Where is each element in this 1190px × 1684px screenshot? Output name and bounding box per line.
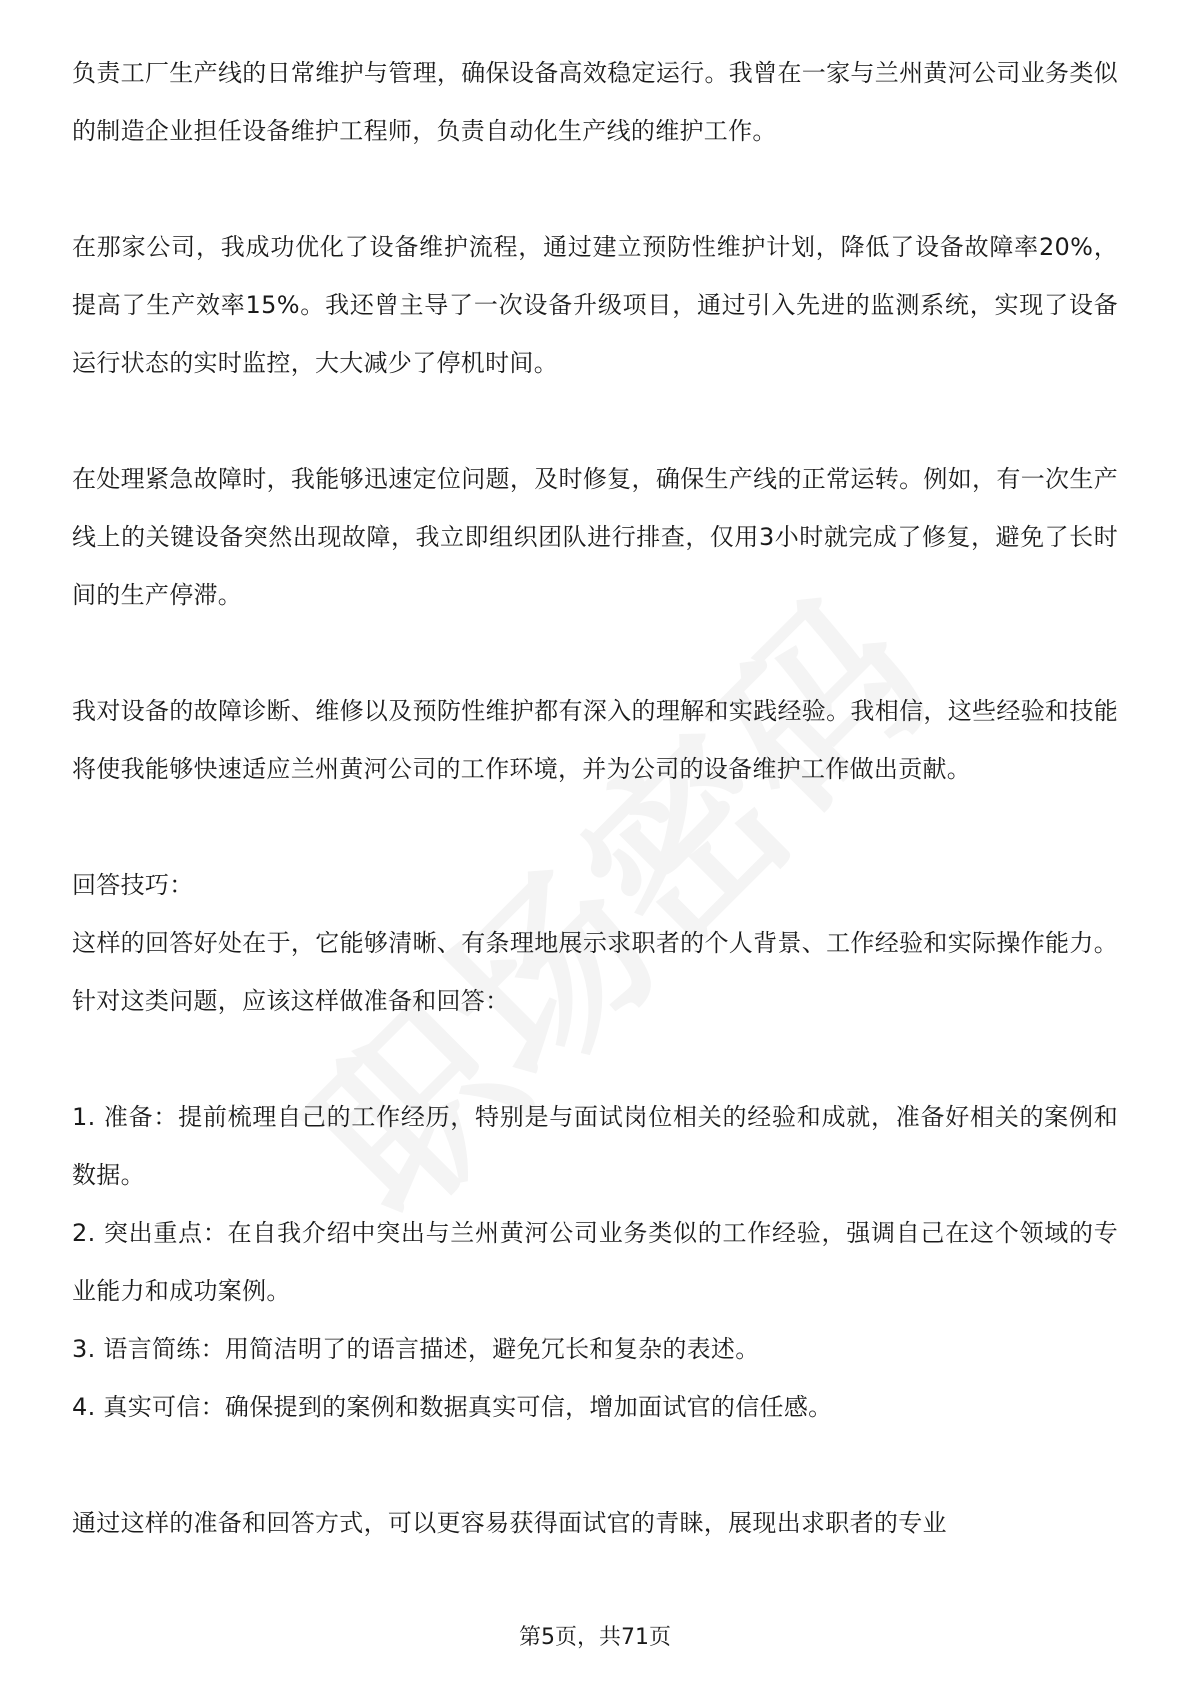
tips-intro: 这样的回答好处在于，它能够清晰、有条理地展示求职者的个人背景、工作经验和实际操作能力。针对这类问题，应该这样做准备和回答：	[72, 929, 1118, 1015]
paragraph-2: 在那家公司，我成功优化了设备维护流程，通过建立预防性维护计划，降低了设备故障率20%，提高了生产效率15%。我还曾主导了一次设备升级项目，通过引入先进的监测系统，实现了设备运行状态的实时监控，大大减少了停机时间。	[72, 233, 1118, 377]
tips-item-1: 1. 准备：提前梳理自己的工作经历，特别是与面试岗位相关的经验和成就，准备好相关的案例和数据。	[72, 1103, 1118, 1189]
tips-item-3: 3. 语言简练：用简洁明了的语言描述，避免冗长和复杂的表述。	[72, 1335, 760, 1363]
tips-item-4: 4. 真实可信：确保提到的案例和数据真实可信，增加面试官的信任感。	[72, 1393, 833, 1421]
paragraph-1: 负责工厂生产线的日常维护与管理，确保设备高效稳定运行。我曾在一家与兰州黄河公司业务类似的制造企业担任设备维护工程师，负责自动化生产线的维护工作。	[72, 59, 1118, 145]
paragraph-4: 我对设备的故障诊断、维修以及预防性维护都有深入的理解和实践经验。我相信，这些经验和技能将使我能够快速适应兰州黄河公司的工作环境，并为公司的设备维护工作做出贡献。	[72, 697, 1118, 783]
tips-item-2: 2. 突出重点：在自我介绍中突出与兰州黄河公司业务类似的工作经验，强调自己在这个领域的专业能力和成功案例。	[72, 1219, 1118, 1305]
tips-closing: 通过这样的准备和回答方式，可以更容易获得面试官的青睐，展现出求职者的专业	[72, 1509, 947, 1537]
paragraph-3: 在处理紧急故障时，我能够迅速定位问题，及时修复，确保生产线的正常运转。例如，有一次生产线上的关键设备突然出现故障，我立即组织团队进行排查，仅用3小时就完成了修复，避免了长时间的生产停滞。	[72, 465, 1118, 609]
tips-heading: 回答技巧：	[72, 871, 194, 899]
page-number: 第5页，共71页	[519, 1625, 671, 1650]
document-body	[72, 44, 1118, 1552]
